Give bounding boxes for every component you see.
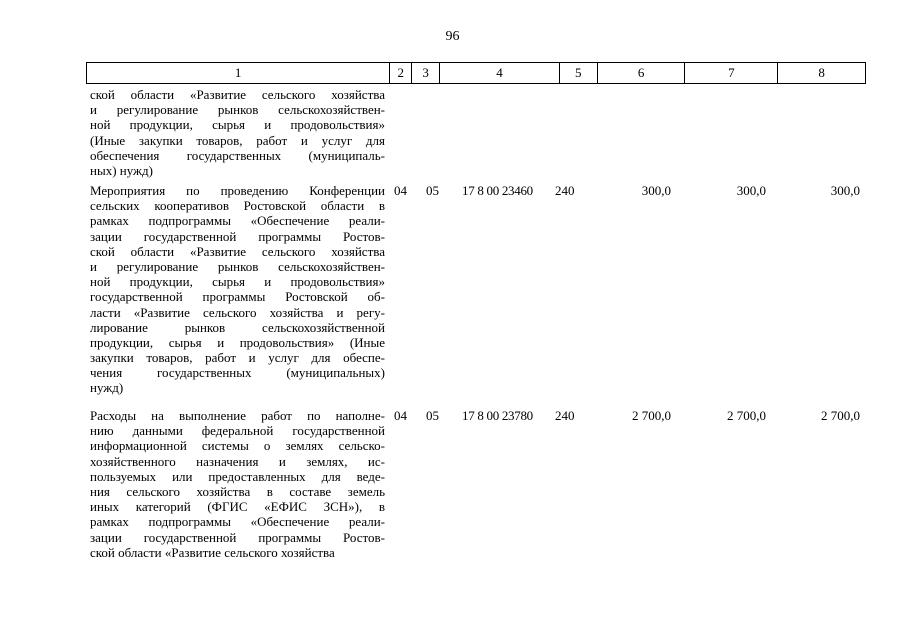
description-line: лирование рынков сельскохозяйственной [90, 319, 385, 335]
description-line: рамках подпрограммы «Обеспечение реали- [90, 514, 385, 530]
expense-type-code: 240 [555, 183, 575, 198]
description-line: ной продукции, сырья и продовольствия» [90, 274, 385, 290]
page-number: 96 [445, 29, 460, 44]
description-line: ской области «Развитие сельского хозяйства [90, 243, 385, 259]
header-col-2: 2 [389, 63, 411, 83]
description-line: государственной программы Ростовской об- [90, 289, 385, 305]
target-article-code: 17 8 00 23780 [462, 408, 533, 423]
description-line: обеспечения государственных (муниципаль- [90, 147, 385, 163]
description-line: ской области «Развитие сельского хозяйства [90, 544, 335, 560]
header-col-7: 7 [684, 63, 777, 83]
subsection-code: 05 [426, 183, 439, 198]
table-header [86, 62, 866, 84]
description-line: иных категорий (ФГИС «ЕФИС ЗСН»), в [90, 499, 385, 515]
description-line: чения государственных (муниципальных) [90, 365, 385, 381]
description-line: зации государственной программы Ростов- [90, 529, 385, 545]
description-line: ласти «Развитие сельского хозяйства и регу- [90, 304, 385, 320]
section-code: 04 [394, 183, 407, 198]
header-col-5: 5 [559, 63, 597, 83]
amount-year-3: 2 700,0 [821, 408, 860, 423]
description-line: сельских кооперативов Ростовской области в [90, 198, 385, 214]
description-line: и регулирование рынков сельскохозяйствен- [90, 102, 385, 118]
amount-year-1: 2 700,0 [632, 408, 671, 423]
amount-year-2: 300,0 [736, 183, 766, 198]
description-line: ных) нужд) [90, 162, 153, 178]
description-line: и регулирование рынков сельскохозяйствен- [90, 258, 385, 274]
subsection-code: 05 [426, 408, 439, 423]
description-line: Мероприятия по проведению Конференции [90, 183, 385, 198]
amount-year-3: 300,0 [830, 183, 860, 198]
target-article-code: 17 8 00 23460 [462, 183, 533, 198]
description-line: информационной системы о землях сельско- [90, 438, 385, 454]
row-description [90, 408, 385, 560]
budget-table [86, 62, 866, 560]
description-line: рамках подпрограммы «Обеспечение реали- [90, 213, 385, 229]
description-line: ской области «Развитие сельского хозяйства [90, 87, 385, 102]
section-code: 04 [394, 408, 407, 423]
amount-year-1: 300,0 [641, 183, 671, 198]
header-col-3: 3 [411, 63, 439, 83]
description-line: (Иные закупки товаров, работ и услуг для [90, 132, 385, 148]
row-description [90, 87, 385, 178]
description-line: ной продукции, сырья и продовольствия» [90, 117, 385, 133]
description-line: продукции, сырья и продовольствия» (Иные [90, 334, 385, 350]
amount-year-2: 2 700,0 [727, 408, 766, 423]
description-line: зации государственной программы Ростов- [90, 228, 385, 244]
header-col-8: 8 [777, 63, 865, 83]
header-col-4: 4 [439, 63, 559, 83]
description-line: ния сельского хозяйства в составе земель [90, 483, 385, 499]
description-line: закупки товаров, работ и услуг для обеспе- [90, 350, 385, 366]
description-line: нию данными федеральной государственной [90, 423, 385, 439]
header-col-1: 1 [234, 65, 242, 80]
description-line: пользуемых или предоставленных для веде- [90, 468, 385, 484]
description-line: Расходы на выполнение работ по наполне- [90, 408, 385, 423]
expense-type-code: 240 [555, 408, 575, 423]
description-line: хозяйственного назначения и землях, ис- [90, 453, 385, 469]
row-description [90, 183, 385, 396]
header-col-6: 6 [597, 63, 685, 83]
description-line: нужд) [90, 380, 124, 396]
